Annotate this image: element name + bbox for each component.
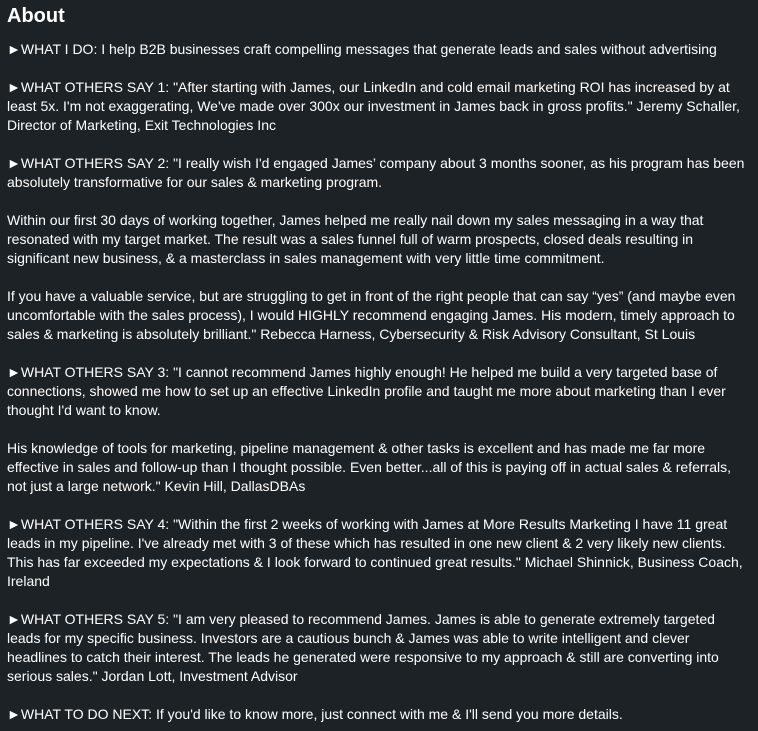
- about-paragraph-testimonial-2-end: If you have a valuable service, but are struggling to get in front of the right people that can say “yes” (and maybe even uncomfortable with the sales process), I would HIGHLY recommend engaging James. His modern, timely approach to sales & marketing is absolutely brilliant." Rebecca Harness, Cybersecurity & Risk Advisory Consultant, St Louis: [7, 288, 736, 342]
- about-paragraph-testimonial-2-cont: Within our first 30 days of working together, James helped me really nail down my sales messaging in a way that resonated with my target market. The result was a sales funnel full of warm prospects, closed deals resulting in significant new business, & a masterclass in sales management with very little time commitment.: [7, 212, 704, 266]
- about-paragraph-testimonial-5: ►WHAT OTHERS SAY 5: "I am very pleased to recommend James. James is able to generate extremely targeted leads for my specific business. Investors are a cautious bunch & James was able to write intelligent and clever headlines to catch their interest. The leads he generated were responsive to my approach & still are converting into serious sales." Jordan Lott, Investment Advisor: [7, 611, 719, 684]
- about-body: [7, 40, 752, 724]
- about-paragraph-testimonial-4: ►WHAT OTHERS SAY 4: "Within the first 2 weeks of working with James at More Results Marketing I have 11 great leads in my pipeline. I've already met with 3 of these which has resulted in one new client & 2 very likely new clients. This has far exceeded my expectations & I look forward to continued great results." Michael Shinnick, Business Coach, Ireland: [7, 516, 743, 589]
- about-title: About: [7, 5, 65, 27]
- about-paragraph-what-to-do-next: ►WHAT TO DO NEXT: If you'd like to know more, just connect with me & I'll send you more details.: [7, 706, 623, 722]
- about-paragraph-testimonial-3: ►WHAT OTHERS SAY 3: "I cannot recommend James highly enough! He helped me build a very targeted base of connections, showed me how to set up an effective LinkedIn profile and taught me more about marketing than I ever thought I'd want to know.: [7, 364, 726, 418]
- about-paragraph-testimonial-3-end: His knowledge of tools for marketing, pipeline management & other tasks is excellent and has made me far more effective in sales and follow-up than I thought possible. Even better...all of this is paying off in actual sales & referrals, not just a large network." Kevin Hill, DallasDBAs: [7, 440, 732, 494]
- about-paragraph-what-i-do: ►WHAT I DO: I help B2B businesses craft compelling messages that generate leads and sales without advertising: [7, 41, 717, 57]
- about-paragraph-testimonial-1: ►WHAT OTHERS SAY 1: "After starting with James, our LinkedIn and cold email marketing ROI has increased by at least 5x. I'm not exaggerating, We've made over 300x our investment in James back in gross profits." Jeremy Schaller, Director of Marketing, Exit Technologies Inc: [7, 79, 740, 133]
- about-paragraph-testimonial-2: ►WHAT OTHERS SAY 2: "I really wish I'd engaged James’ company about 3 months sooner, as his program has been absolutely transformative for our sales & marketing program.: [7, 155, 745, 190]
